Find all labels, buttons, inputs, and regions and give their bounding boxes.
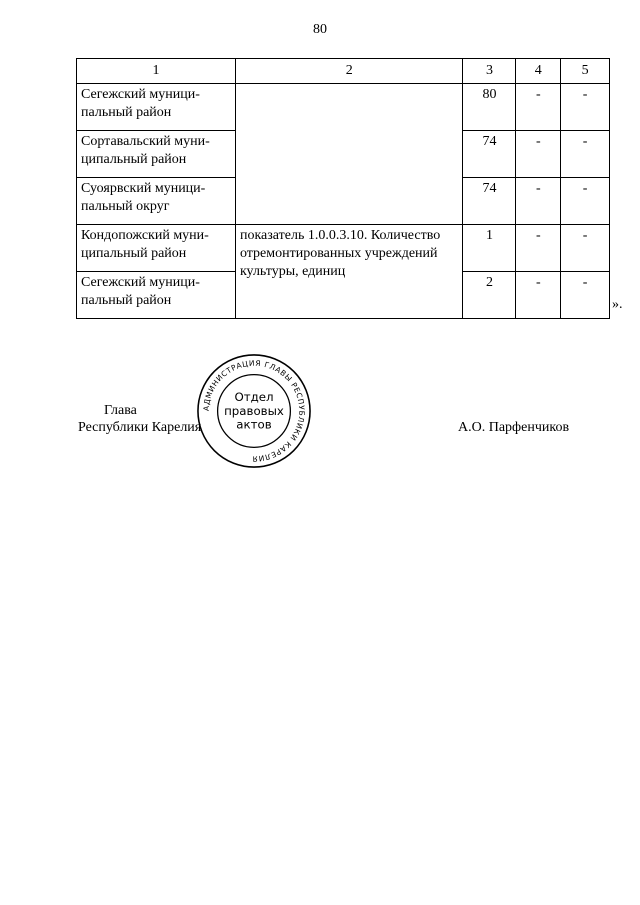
page-number: 80 (313, 22, 327, 37)
signature-block (0, 400, 640, 490)
value-cell: - (516, 272, 561, 319)
column-header: 1 (77, 59, 236, 84)
table-header-row (77, 59, 610, 84)
signatory-title-line2: Республики Карелия (78, 420, 202, 435)
signatory-name: А.О. Парфенчиков (458, 420, 570, 435)
value-cell: - (561, 225, 610, 272)
district-cell: Сегежский муници-пальный район (77, 272, 236, 319)
table-row (77, 84, 610, 131)
signatory-title-line1: Глава (104, 403, 137, 418)
district-cell: Сегежский муници-пальный район (77, 84, 236, 131)
seal-center-line: правовых (224, 403, 284, 418)
value-cell: - (561, 272, 610, 319)
indicator-cell: показатель 1.0.0.3.10. Количество отремонтированных учреждений культуры, единиц (235, 225, 463, 319)
value-cell: - (561, 131, 610, 178)
value-cell: - (516, 225, 561, 272)
district-cell: Суоярвский муници-пальный округ (77, 178, 236, 225)
district-cell: Кондопожский муни-ципальный район (77, 225, 236, 272)
value-cell: - (516, 131, 561, 178)
value-cell: 1 (463, 225, 516, 272)
seal-center-line: Отдел (234, 390, 274, 405)
value-cell: 74 (463, 178, 516, 225)
value-cell: - (516, 178, 561, 225)
official-seal-stamp (195, 352, 313, 470)
column-header: 5 (561, 59, 610, 84)
value-cell: - (561, 178, 610, 225)
seal-ring-text: АДМИНИСТРАЦИЯ ГЛАВЫ РЕСПУБЛИКИ КАРЕЛИЯ (201, 358, 307, 464)
column-header: 4 (516, 59, 561, 84)
seal-center-line: актов (236, 417, 272, 432)
value-cell: - (561, 84, 610, 131)
value-cell: 74 (463, 131, 516, 178)
column-header: 2 (235, 59, 463, 84)
column-header: 3 (463, 59, 516, 84)
table-row (77, 225, 610, 272)
value-cell: 2 (463, 272, 516, 319)
data-table (76, 58, 610, 319)
indicator-cell (235, 84, 463, 225)
value-cell: - (516, 84, 561, 131)
district-cell: Сортавальский муни-ципальный район (77, 131, 236, 178)
value-cell: 80 (463, 84, 516, 131)
closing-quote: ». (612, 297, 623, 312)
